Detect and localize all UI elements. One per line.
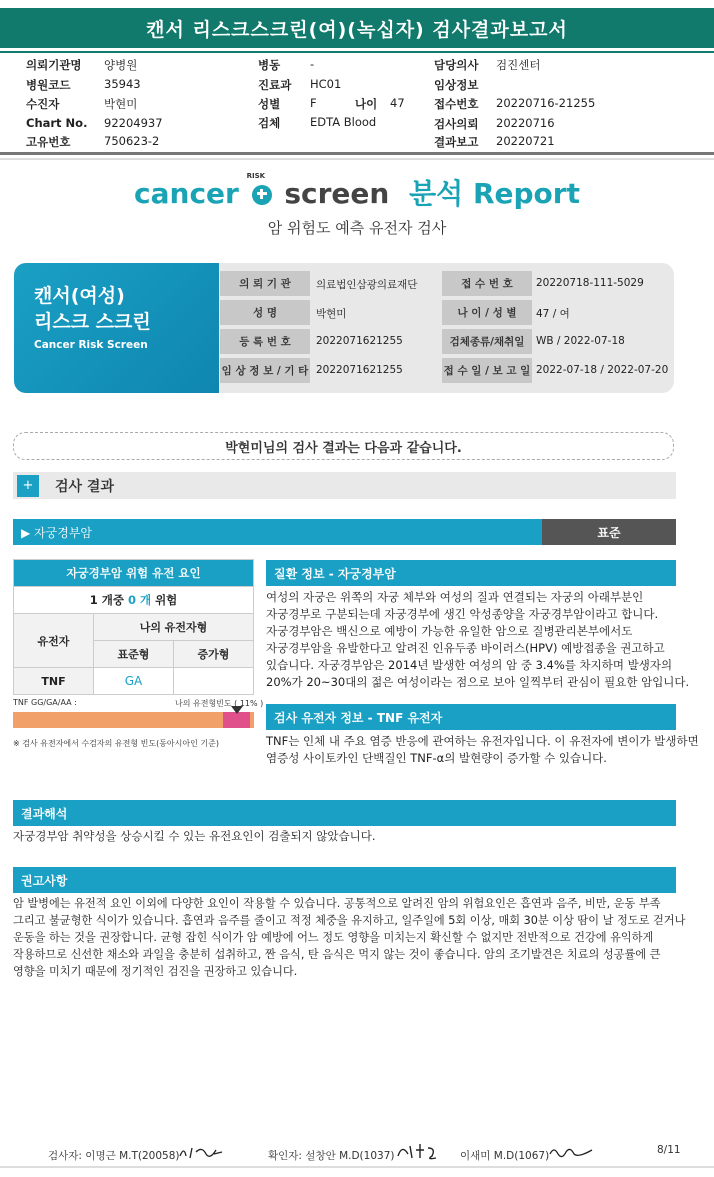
gene-info-text: [266, 733, 699, 767]
page-number: 8/11: [657, 1144, 681, 1156]
text-line: 자궁경부암을 유발한다고 알려진 인유두종 바이러스(HPV) 예방접종을 권고하고: [266, 641, 665, 655]
frequency-marker-icon: [231, 706, 243, 714]
info-key: 접수번호: [434, 97, 479, 111]
disease-info-title: 질환 정보 - 자궁경부암: [266, 560, 676, 586]
text-line: 염증성 사이토카인 단백질인 TNF-α의 발현량이 증가할 수 있습니다.: [266, 751, 607, 765]
card-label: 검체종류/채취일: [442, 329, 532, 354]
advice-title: 권고사항: [13, 867, 676, 893]
confirmer-signature: [396, 1140, 440, 1162]
card-label: 임 상 정 보 / 기 타: [220, 358, 310, 383]
info-key: 수진자: [26, 97, 60, 111]
info-value: 박현미: [104, 97, 138, 111]
info-value: 20220721: [496, 134, 555, 148]
col-standard: 표준형: [94, 641, 174, 668]
gene-name: TNF: [14, 668, 94, 695]
subtitle: 암 위험도 예측 유전자 검사: [267, 219, 447, 237]
card-title-2: 리스크 스크린: [34, 311, 151, 333]
card-value: 2022071621255: [316, 364, 403, 376]
section-title: 검사 결과: [55, 478, 114, 495]
logo-risk-text: RISK: [246, 172, 266, 180]
second-doctor-name: 이새미 M.D(1067): [460, 1150, 550, 1162]
info-key: Chart No.: [26, 116, 88, 130]
summary-part: 위험: [151, 593, 178, 607]
table-header: 자궁경부암 위험 유전 요인: [14, 560, 254, 587]
cancer-screen-logo: [0, 172, 714, 212]
folder-plus-icon: +: [17, 475, 39, 497]
info-value: 20220716-21255: [496, 96, 596, 110]
card-value: 47 / 여: [536, 308, 570, 320]
title-divider: [0, 51, 714, 53]
interpretation-text: 자궁경부암 취약성을 상승시킬 수 있는 유전요인이 검출되지 않았습니다.: [13, 829, 376, 843]
info-value: 20220716: [496, 116, 555, 130]
patient-card: [14, 263, 674, 393]
col-gene: 유전자: [14, 614, 94, 668]
gene-info-title: 검사 유전자 정보 - TNF 유전자: [266, 704, 676, 730]
summary-count: 0 개: [127, 593, 152, 607]
report-title: 캔서 리스크스크린(여)(녹십자) 검사결과보고서: [0, 8, 714, 48]
card-label: 의 뢰 기 관: [220, 271, 310, 296]
info-value: HC01: [310, 77, 342, 91]
text-line: 영향을 미치기 때문에 정기적인 검진을 권장하고 있습니다.: [13, 965, 298, 978]
genotype-increased: [174, 668, 254, 695]
info-value: 양병원: [104, 58, 138, 72]
second-doctor-signature: [548, 1144, 594, 1160]
section-header: [13, 472, 676, 499]
info-key: 나이: [355, 97, 378, 111]
tester-signature: [176, 1142, 226, 1162]
logo-word-screen: screen: [284, 177, 390, 210]
card-label: 나 이 / 성 별: [442, 300, 532, 325]
info-value: -: [310, 57, 315, 71]
info-key: 임상정보: [434, 78, 479, 92]
card-title-1: 캔서(여성): [34, 285, 125, 307]
text-line: TNF는 인체 내 주요 염증 반응에 관여하는 유전자입니다. 이 유전자에 변이가 발생하면: [266, 734, 699, 748]
advice-text: [13, 895, 685, 980]
card-banner: [14, 263, 219, 393]
text-line: 자궁경부암은 백신으로 예방이 가능한 유일한 암으로 질병관리본부에서도: [266, 624, 633, 638]
text-line: 20%가 20~30대의 젊은 여성이라는 점으로 보아 일찍부터 관심이 필요한 암입니다.: [266, 675, 690, 689]
info-divider-bottom: [0, 158, 714, 160]
card-label: 접 수 번 호: [442, 271, 532, 296]
confirmer-name: 확인자: 설창안 M.D(1037): [268, 1150, 395, 1162]
logo-report: 분석 Report: [409, 177, 580, 210]
info-value: F: [310, 96, 317, 110]
card-value: 2022-07-18 / 2022-07-20: [536, 364, 669, 376]
genotype-standard: GA: [94, 668, 174, 695]
info-value: 35943: [104, 77, 141, 91]
freq-note: ※ 검사 유전자에서 수검자의 유전형 빈도(동아시아인 기준): [13, 739, 219, 748]
info-value: 750623-2: [104, 134, 160, 148]
cancer-type-bar: ▶ 자궁경부암: [13, 519, 542, 545]
gene-risk-table: [13, 559, 254, 695]
card-value: WB / 2022-07-18: [536, 335, 625, 347]
footer-divider: [0, 1166, 714, 1168]
text-line: 자궁경부로 구분되는데 자궁경부에 생긴 악성종양을 자궁경부암이라고 합니다.: [266, 607, 659, 621]
info-value: 검진센터: [496, 58, 541, 72]
info-key: 검사의뢰: [434, 117, 479, 131]
card-value: 2022071621255: [316, 335, 403, 347]
info-key: 고유번호: [26, 135, 71, 149]
card-value: 의료법인삼광의료재단: [316, 279, 418, 291]
logo-word-cancer: cancer: [134, 177, 239, 210]
card-label: 등 록 번 호: [220, 329, 310, 354]
frequency-my-segment: [223, 712, 250, 728]
info-key: 병원코드: [26, 78, 71, 92]
text-line: 암 발병에는 유전적 요인 이외에 다양한 요인이 작용할 수 있습니다. 공통적으로 알려진 암의 위험요인은 흡연과 음주, 비만, 운동 부족: [13, 897, 661, 910]
info-key: 의뢰기관명: [26, 58, 82, 72]
col-my-genotype: 나의 유전자형: [94, 614, 254, 641]
risk-level-badge: 표준: [542, 519, 676, 545]
info-key: 검체: [258, 116, 281, 130]
text-line: 작용하므로 신선한 채소와 과일을 충분히 섭취하고, 짠 음식, 탄 음식은 먹지 않는 것이 좋습니다. 암의 조기발견은 치료의 성공률에 큰: [13, 948, 661, 961]
tester-name: 검사자: 이명근 M.T(20058): [48, 1150, 180, 1162]
result-message: 박현미님의 검사 결과는 다음과 같습니다.: [13, 432, 674, 460]
disease-info-text: [266, 589, 689, 691]
text-line: 그리고 불균형한 식이가 있습니다. 흡연과 음주를 줄이고 적정 체중을 유지하고, 일주일에 5회 이상, 매회 30분 이상 땀이 날 정도로 걷거나: [13, 914, 686, 927]
text-line: 운동을 하는 것을 권장합니다. 균형 잡힌 식이가 암 예방에 어느 정도 영향을 미치는지 확신할 수 없지만 전반적으로 건강에 유익하게: [13, 931, 654, 944]
logo-risk-icon: [246, 172, 275, 207]
text-line: 여성의 자궁은 위쪽의 자궁 체부와 여성의 질과 연결되는 자궁의 아래부분인: [266, 590, 644, 604]
info-key: 성별: [258, 97, 281, 111]
freq-label: TNF GG/GA/AA :: [13, 698, 77, 707]
info-key: 진료과: [258, 78, 292, 92]
card-label: 성 명: [220, 300, 310, 325]
summary-part: 1 개중: [89, 593, 128, 607]
info-value: EDTA Blood: [310, 115, 377, 129]
card-title-en: Cancer Risk Screen: [34, 339, 148, 351]
col-increased: 증가형: [174, 641, 254, 668]
text-line: 있습니다. 자궁경부암은 2014년 발생한 여성의 암 중 3.4%를 차지하며 발생자의: [266, 658, 673, 672]
info-key: 결과보고: [434, 135, 479, 149]
info-value: 92204937: [104, 116, 163, 130]
card-label: 접 수 일 / 보 고 일: [442, 358, 532, 383]
info-divider-top: [0, 152, 714, 155]
info-key: 담당의사: [434, 58, 479, 72]
info-value: 47: [390, 96, 405, 110]
card-value: 박현미: [316, 308, 347, 320]
info-key: 병동: [258, 58, 281, 72]
freq-my-label: 나의 유전형빈도 ( 11% ): [175, 699, 264, 708]
risk-summary: [14, 587, 254, 614]
interpretation-title: 결과해석: [13, 800, 676, 826]
frequency-bar: [13, 712, 254, 728]
card-value: 20220718-111-5029: [536, 277, 644, 289]
